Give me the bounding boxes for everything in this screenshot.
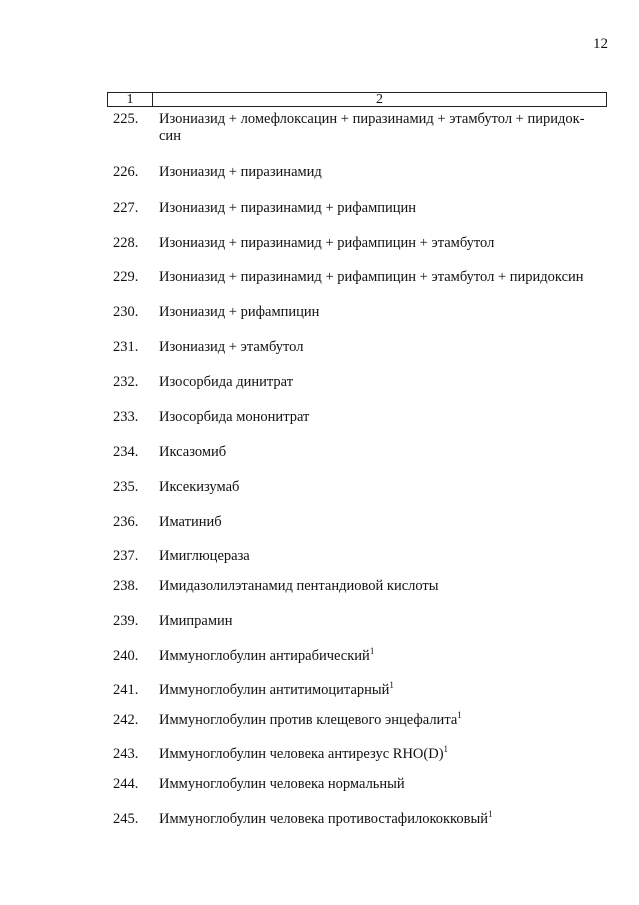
item-number: 236. [113,514,139,530]
item-text: Изониазид + пиразинамид [159,164,322,180]
item-text: Изосорбида динитрат [159,374,294,390]
item-number: 240. [113,648,139,664]
item-text: Иммуноглобулин человека нормальный [159,776,405,792]
item-number: 229. [113,269,139,285]
item-number: 234. [113,444,139,460]
item-number: 227. [113,200,139,216]
item-number: 239. [113,613,139,629]
item-text: Изониазид + пиразинамид + рифампицин + этамбутол + пиридоксин [159,269,584,285]
item-text: Иматиниб [159,514,222,530]
item-text: Иксекизумаб [159,479,240,495]
item-text: Иммуноглобулин антирабический$^1$ [159,646,375,664]
item-number: 225. [113,111,139,127]
item-number: 231. [113,339,139,355]
item-number: 237. [113,548,139,564]
item-number: 245. [113,811,139,827]
item-text: Иксазомиб [159,444,227,460]
item-number: 241. [113,682,139,698]
item-number: 235. [113,479,139,495]
footnote-marker: 1 [487,809,493,819]
item-number: 230. [113,304,139,320]
table-header-col2: 2 [376,92,383,107]
item-number: 233. [113,409,139,425]
item-number: 238. [113,578,139,594]
item-text: Имипрамин [159,613,233,629]
footnote-marker: 1 [457,710,462,720]
item-text: Иммуноглобулин антитимоцитарный$^1$ [159,680,394,698]
item-number: 243. [113,746,139,762]
item-text: Имидазолилэтанамид пентандиовой кислоты [159,578,439,594]
page-number: 12 [593,36,608,52]
table-header [107,92,607,107]
item-text: Изосорбида мононитрат [159,409,310,425]
item-text: Изониазид + ломефлоксацин + пиразинамид + этамбутол + пиридок- син [159,111,585,144]
item-number: 232. [113,374,139,390]
item-text: Изониазид + пиразинамид + рифампицин + этамбутол [159,235,495,251]
footnote-marker: 1 [389,680,394,690]
item-text: Изониазид + рифампицин [159,304,320,320]
item-text: Иммуноглобулин человека антирезус $RHO(D)^1$ [159,744,449,762]
item-number: 244. [113,776,139,792]
footnote-marker: 1 [369,646,375,656]
footnote-marker: 1 [443,744,449,754]
item-text: Имиглюцераза [159,548,250,564]
item-number: 242. [113,712,139,728]
item-text: Изониазид + пиразинамид + рифампицин [159,200,417,216]
item-number: 228. [113,235,139,251]
item-text: Изониазид + этамбутол [159,339,304,355]
item-text: Иммуноглобулин человека противостафилококковый$^1$ [159,809,493,827]
table-header-col1: 1 [108,93,153,106]
item-text: Иммуноглобулин против клещевого энцефалита$^1$ [159,710,462,728]
item-number: 226. [113,164,139,180]
